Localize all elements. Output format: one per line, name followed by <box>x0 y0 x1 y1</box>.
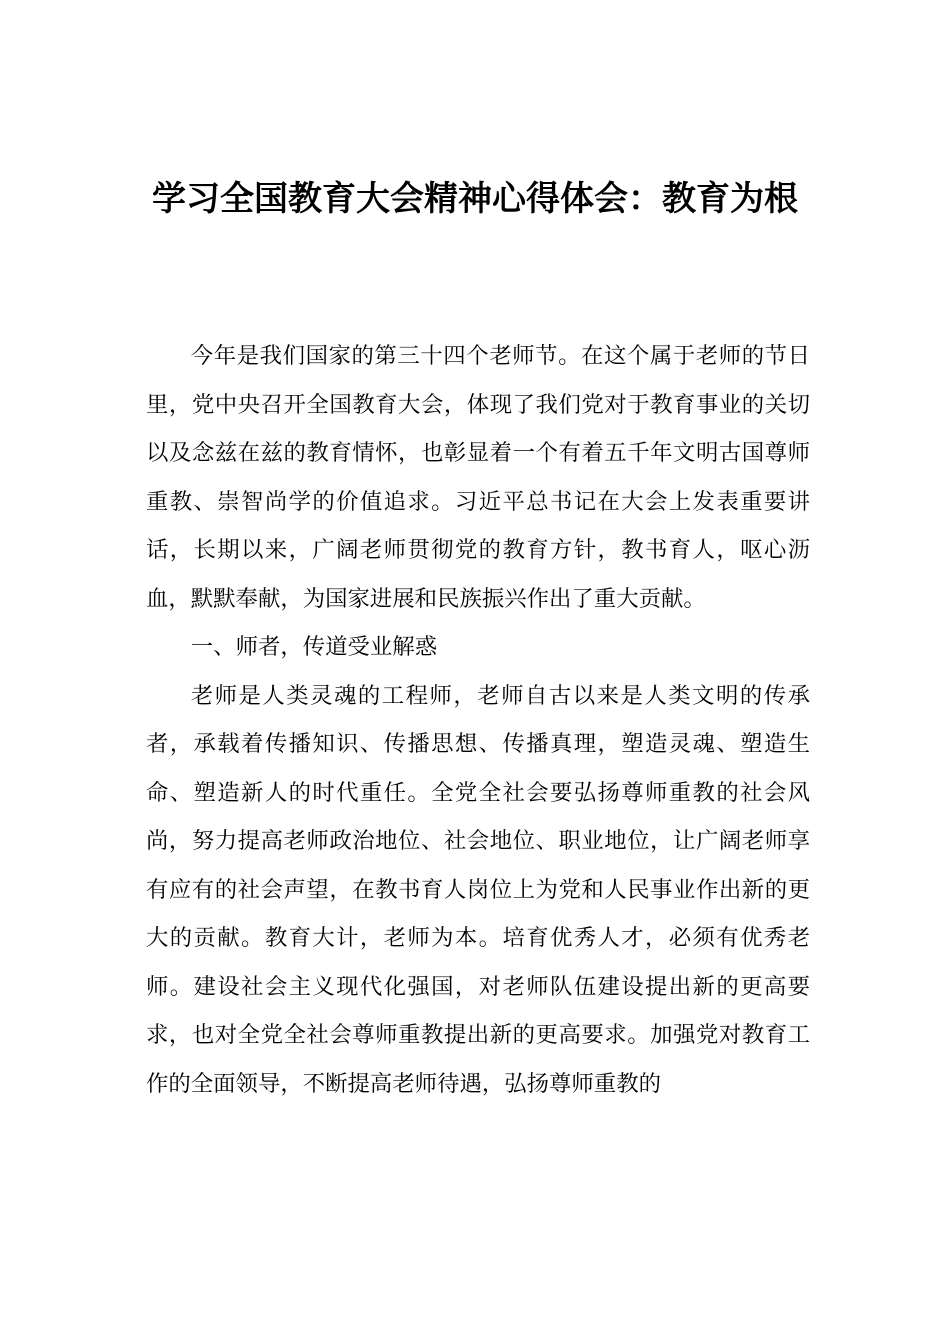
paragraph-section-1: 老师是人类灵魂的工程师，老师自古以来是人类文明的传承者，承载着传播知识、传播思想、传播真理，塑造灵魂、塑造生命、塑造新人的时代重任。全党全社会要弘扬尊师重教的社会风尚，努力提高老师政治地位、社会地位、职业地位，让广阔老师享有应有的社会声望，在教书育人岗位上为党和人民事业作出新的更大的贡献。教育大计，老师为本。培育优秀人才，必须有优秀老师。建设社会主义现代化强国，对老师队伍建设提出新的更高要求，也对全党全社会尊师重教提出新的更高要求。加强党对教育工作的全面领导，不断提高老师待遇，弘扬尊师重教的 <box>146 682 810 1097</box>
document-title: 学习全国教育大会精神心得体会：教育为根 <box>152 179 798 219</box>
document-body <box>146 332 810 1108</box>
paragraph-intro: 今年是我们国家的第三十四个老师节。在这个属于老师的节日里，党中央召开全国教育大会，体现了我们党对于教育事业的关切以及念兹在兹的教育情怀，也彰显着一个有着五千年文明古国尊师重教、崇智尚学的价值追求。习近平总书记在大会上发表重要讲话，长期以来，广阔老师贯彻党的教育方针，教书育人，呕心沥血，默默奉献，为国家进展和民族振兴作出了重大贡献。 <box>146 343 810 612</box>
section-heading: 一、师者，传道受业解惑 <box>190 634 438 660</box>
